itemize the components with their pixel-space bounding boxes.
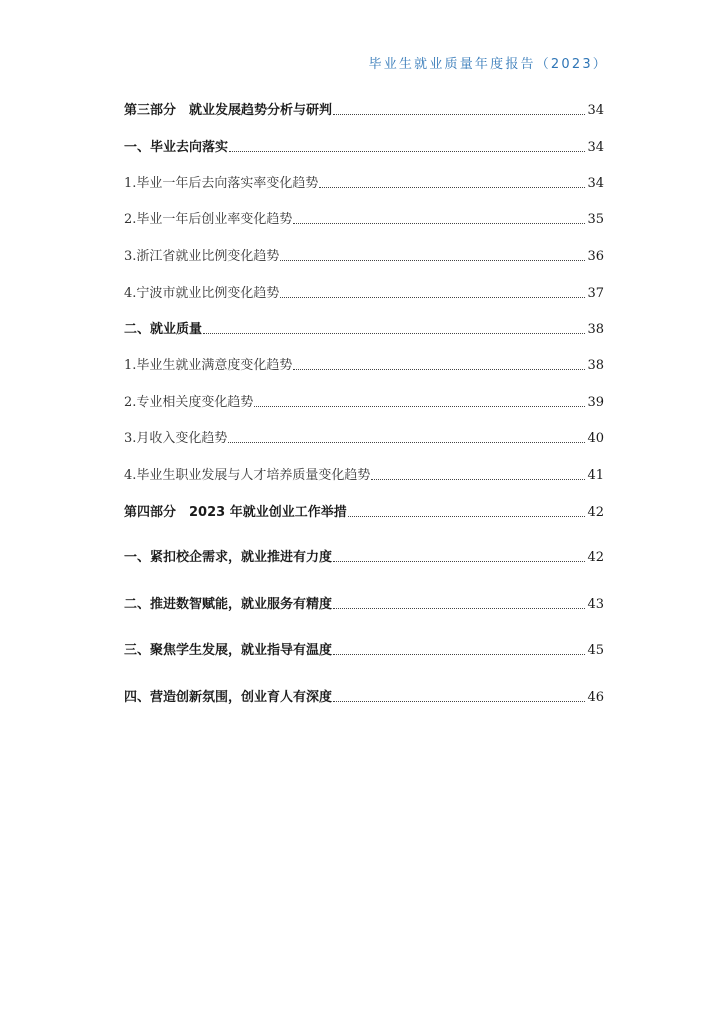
toc-leader-dots — [333, 561, 585, 562]
toc-entry-label: 3.浙江省就业比例变化趋势 — [124, 249, 280, 264]
toc-leader-dots — [254, 406, 585, 407]
toc-entry-section[interactable] — [124, 321, 604, 339]
toc-entry-section[interactable] — [124, 596, 604, 614]
toc-entry-label: 第四部分 2023 年就业创业工作举措 — [124, 505, 347, 520]
toc-leader-dots — [333, 701, 585, 702]
toc-entry-page: 41 — [587, 468, 604, 483]
toc-entry-page: 38 — [587, 358, 604, 373]
toc-entry-label: 2.专业相关度变化趋势 — [124, 395, 254, 410]
toc-entry-subsection[interactable] — [124, 430, 604, 448]
toc-entry-page: 35 — [587, 212, 604, 227]
toc-entry-label: 4.宁波市就业比例变化趋势 — [124, 286, 280, 301]
toc-entry-label: 二、就业质量 — [124, 322, 203, 337]
toc-entry-label: 4.毕业生职业发展与人才培养质量变化趋势 — [124, 468, 371, 483]
toc-leader-dots — [293, 369, 585, 370]
toc-entry-label: 3.月收入变化趋势 — [124, 431, 228, 446]
toc-leader-dots — [228, 442, 585, 443]
toc-leader-dots — [371, 479, 585, 480]
toc-entry-page: 46 — [587, 690, 604, 705]
toc-leader-dots — [333, 654, 585, 655]
toc-entry-page: 34 — [587, 176, 604, 191]
page-header-title: 毕业生就业质量年度报告（2023） — [368, 57, 608, 72]
toc-entry-label: 一、毕业去向落实 — [124, 140, 229, 155]
toc-leader-dots — [348, 516, 586, 517]
toc-entry-page: 45 — [587, 643, 604, 658]
toc-entry-section[interactable] — [124, 642, 604, 660]
toc-entry-subsection[interactable] — [124, 211, 604, 229]
toc-entry-label: 二、推进数智赋能，就业服务有精度 — [124, 597, 333, 612]
toc-entry-part-4[interactable] — [124, 504, 604, 522]
toc-entry-page: 40 — [587, 431, 604, 446]
toc-leader-dots — [203, 333, 585, 334]
toc-entry-page: 36 — [587, 249, 604, 264]
toc-entry-label: 2.毕业一年后创业率变化趋势 — [124, 212, 293, 227]
toc-entry-section[interactable] — [124, 549, 604, 567]
toc-entry-page: 42 — [587, 550, 604, 565]
toc-entry-label: 三、聚焦学生发展，就业指导有温度 — [124, 643, 333, 658]
toc-leader-dots — [280, 260, 585, 261]
toc-entry-page: 42 — [587, 505, 604, 520]
toc-leader-dots — [280, 297, 585, 298]
toc-entry-subsection[interactable] — [124, 357, 604, 375]
toc-entry-page: 39 — [587, 395, 604, 410]
toc-leader-dots — [293, 223, 585, 224]
toc-entry-label: 一、紧扣校企需求，就业推进有力度 — [124, 550, 333, 565]
toc-leader-dots — [229, 151, 585, 152]
toc-entry-label: 第三部分 就业发展趋势分析与研判 — [124, 103, 333, 118]
toc-entry-subsection[interactable] — [124, 394, 604, 412]
toc-entry-section[interactable] — [124, 689, 604, 707]
toc-entry-page: 38 — [587, 322, 604, 337]
toc-entry-page: 37 — [587, 286, 604, 301]
toc-leader-dots — [333, 114, 585, 115]
toc-entry-section[interactable] — [124, 139, 604, 157]
toc-entry-subsection[interactable] — [124, 175, 604, 193]
toc-entry-subsection[interactable] — [124, 285, 604, 303]
toc-entry-label: 四、营造创新氛围，创业育人有深度 — [124, 690, 333, 705]
toc-entry-label: 1.毕业生就业满意度变化趋势 — [124, 358, 293, 373]
toc-entry-part-3[interactable] — [124, 102, 604, 120]
toc-entry-page: 43 — [587, 597, 604, 612]
toc-leader-dots — [319, 187, 585, 188]
toc-entry-subsection[interactable] — [124, 467, 604, 485]
toc-entry-subsection[interactable] — [124, 248, 604, 266]
toc-entry-page: 34 — [587, 103, 604, 118]
toc-entry-page: 34 — [587, 140, 604, 155]
toc-entry-label: 1.毕业一年后去向落实率变化趋势 — [124, 176, 319, 191]
toc-leader-dots — [333, 608, 585, 609]
